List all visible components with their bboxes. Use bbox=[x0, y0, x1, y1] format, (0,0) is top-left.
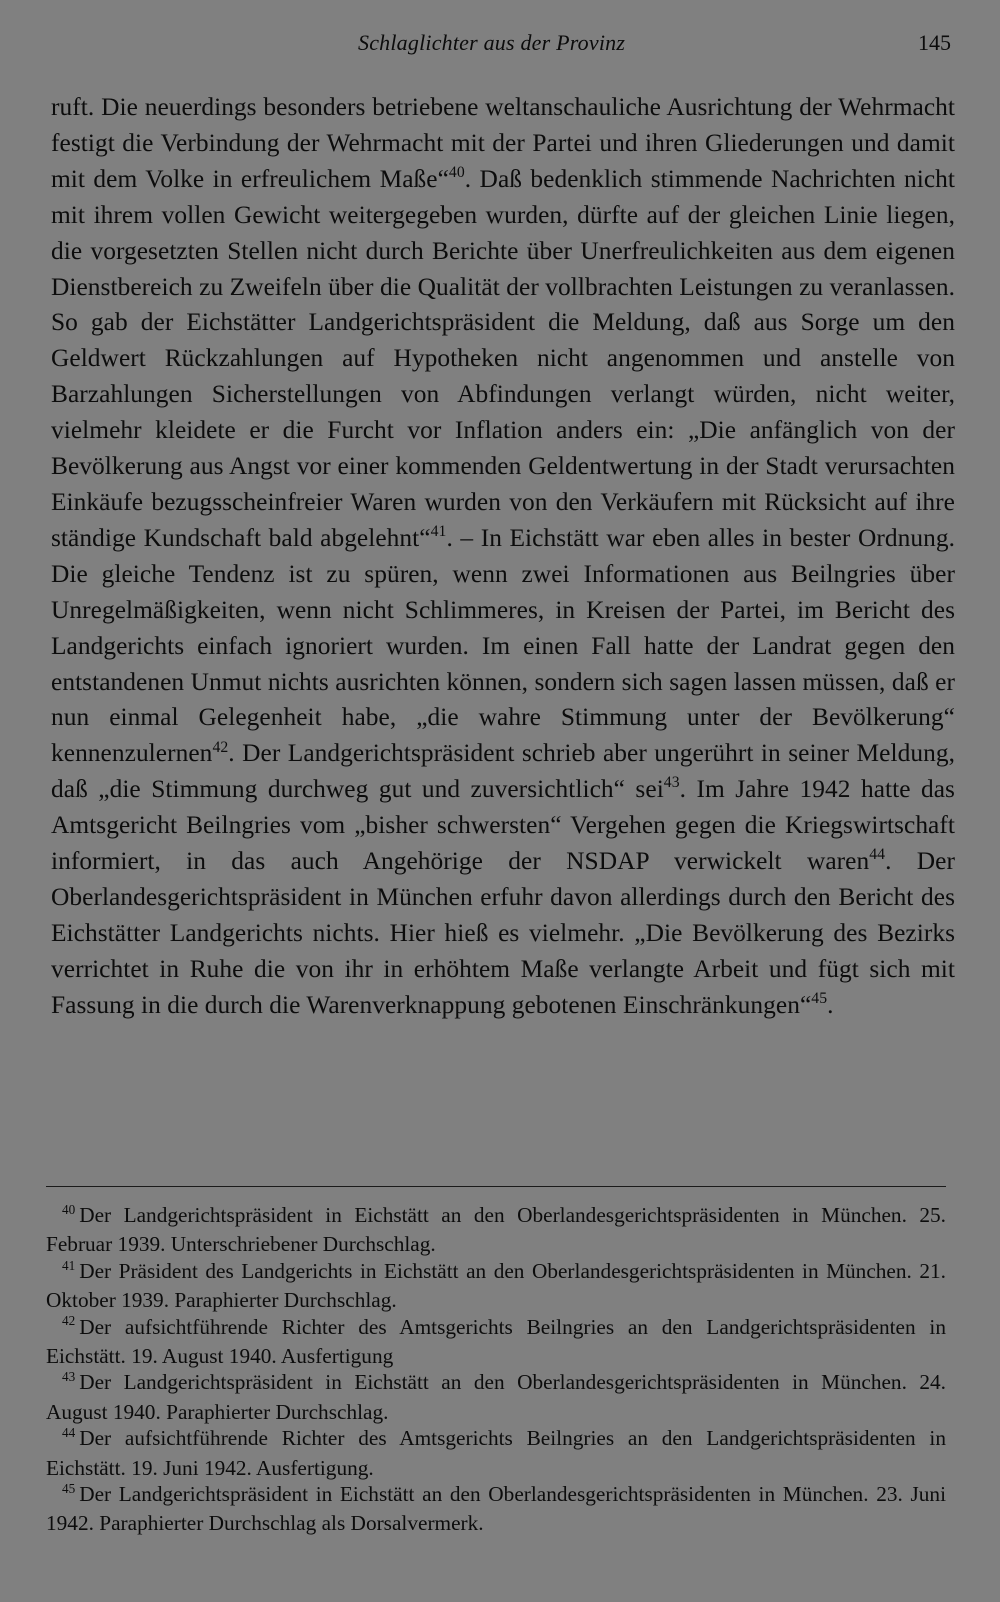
footnote-divider bbox=[46, 1186, 946, 1187]
footnote-43 bbox=[46, 1369, 946, 1425]
footnote-number: 40 bbox=[62, 1201, 76, 1217]
footnote-44 bbox=[46, 1425, 946, 1481]
footnote-45 bbox=[46, 1481, 946, 1537]
page-number: 145 bbox=[918, 30, 951, 55]
footnote-number: 41 bbox=[62, 1257, 76, 1273]
footnote-reference: 45 bbox=[811, 989, 828, 1007]
footnote-text: Der Landgerichtspräsident in Eichstätt an den Oberlandesgerichtspräsidenten in München. 24. August 1940. Paraphierter Durchschlag. bbox=[46, 1370, 946, 1424]
text-segment: ruft. Die neuerdings besonders betriebene weltanschauliche Ausrichtung der Wehrmacht festigt die Verbindung der Wehrmacht mit der Partei und ihren Gliederungen und damit mit dem Volke in erfreulichem Maße“ bbox=[51, 93, 962, 193]
text-segment: . – In Eichstätt war eben alles in bester Ordnung. Die gleiche Tendenz ist zu spüren, wenn zwei Informationen aus Beilngries über Unregelmäßigkeiten, wenn nicht Schlimmeres, in Kreisen der Partei, im Bericht des Landgerichts einfach ignoriert wurden. Im einen Fall hatte der Landrat gegen den entstandenen Unmut nichts ausrichten können, sondern sich sagen lassen müssen, daß er nun einmal Gelegenheit habe, „die wahre Stimmung unter der Bevölkerung“ kennenzulernen bbox=[51, 523, 962, 768]
footnote-reference: 43 bbox=[663, 774, 680, 792]
footnote-number: 44 bbox=[62, 1425, 76, 1441]
footnote-text: Der Präsident des Landgerichts in Eichstätt an den Oberlandesgerichtspräsidenten in München. 21. Oktober 1939. Paraphierter Durchschlag. bbox=[46, 1258, 946, 1313]
footnote-number: 45 bbox=[62, 1480, 76, 1496]
text-segment: . Der Landgerichtspräsident schrieb aber ungerührt in seiner Meldung, daß „die Stimmung durchweg gut und zuversichtlich“ sei bbox=[51, 739, 962, 804]
text-segment: . Daß bedenklich stimmende Nachrichten nicht mit ihrem vollen Gewicht weitergegeben wurden, dürfte auf der gleichen Linie liegen, die vorgesetzten Stellen nicht durch Berichte über Unerfreulichkeiten aus dem eigenen Dienstbereich zu Zweifeln über die Qualität der vollbrachten Leistungen zu veranlassen. So gab der Eichstätter Landgerichtspräsident die Meldung, daß aus Sorge um den Geldwert Rückzahlungen auf Hypotheken nicht angenommen und anstelle von Barzahlungen Sicherstellungen von Abfindungen verlangt würden, nicht weiter, vielmehr kleidete er die Furcht vor Inflation anders ein: „Die anfänglich von der Bevölkerung aus Angst vor einer kommenden Geldentwertung in der Stadt verursachten Einkäufe bezugsscheinfreier Waren wurden von den Verkäufern mit Rücksicht auf ihre ständige Kundschaft bald abgelehnt“ bbox=[51, 164, 962, 552]
footnote-reference: 41 bbox=[430, 523, 447, 541]
running-title: Schlaglichter aus der Provinz bbox=[358, 30, 626, 55]
footnote-text: Der Landgerichtspräsident in Eichstätt an den Oberlandesgerichtspräsidenten in München. 23. Juni 1942. Paraphierter Durchschlag als Dorsalvermerk. bbox=[46, 1482, 946, 1536]
paragraph bbox=[51, 90, 962, 1024]
running-head bbox=[0, 28, 1000, 64]
footnote-41 bbox=[46, 1258, 946, 1314]
footnote-reference: 42 bbox=[212, 738, 229, 756]
footnote-reference: 44 bbox=[869, 846, 886, 864]
footnote-number: 42 bbox=[62, 1313, 76, 1329]
footnote-number: 43 bbox=[62, 1369, 76, 1385]
text-segment: . bbox=[827, 990, 834, 1019]
footnotes bbox=[46, 1202, 946, 1537]
main-text bbox=[51, 90, 962, 1024]
text-segment: . Im Jahre 1942 hatte das Amtsgericht Beilngries vom „bisher schwersten“ Vergehen gegen die Kriegswirtschaft informiert, in das auch Angehörige der NSDAP verwickelt waren bbox=[51, 775, 962, 876]
footnote-reference: 40 bbox=[448, 164, 465, 182]
footnote-40 bbox=[46, 1202, 946, 1258]
text-segment: . Der Oberlandesgerichtspräsident in München erfuhr davon allerdings durch den Bericht des Eichstätter Landgerichts nichts. Hier hieß es vielmehr. „Die Bevölkerung des Bezirks verrichtet in Ruhe die von ihr in erhöhtem Maße verlangte Arbeit und fügt sich mit Fassung in die durch die Warenverknappung gebotenen Einschränkungen“ bbox=[51, 847, 962, 1019]
footnote-42 bbox=[46, 1314, 946, 1370]
footnote-text: Der aufsichtführende Richter des Amtsgerichts Beilngries an den Landgerichtspräsidenten in Eichstätt. 19. Juni 1942. Ausfertigung. bbox=[46, 1426, 946, 1480]
footnote-text: Der aufsichtführende Richter des Amtsgerichts Beilngries an den Landgerichtspräsidenten in Eichstätt. 19. August 1940. Ausfertigung bbox=[46, 1314, 946, 1369]
footnote-text: Der Landgerichtspräsident in Eichstätt an den Oberlandesgerichtspräsidenten in München. 25. Februar 1939. Unterschriebener Durchschlag. bbox=[46, 1203, 946, 1257]
